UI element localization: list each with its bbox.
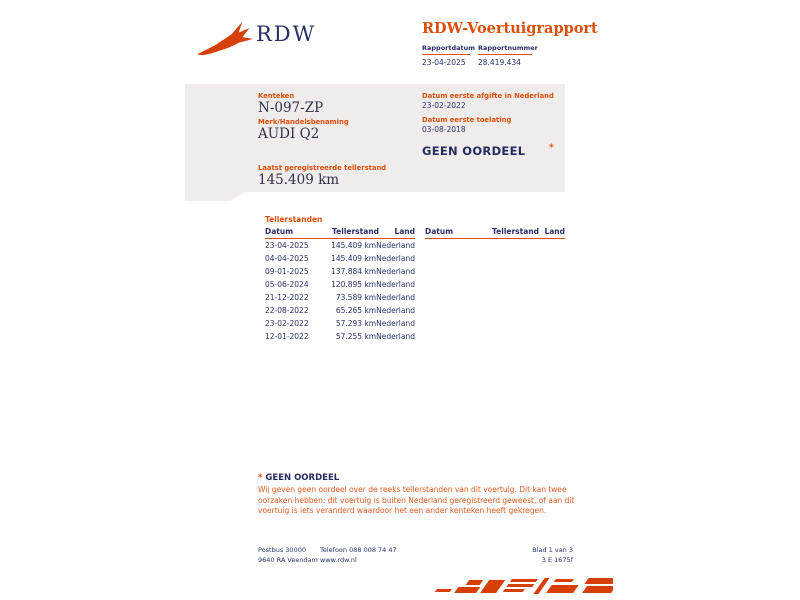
col-tellerstand: Tellerstand: [492, 227, 539, 236]
col-datum: Datum: [425, 227, 454, 236]
cell-datum: 23-02-2022: [265, 319, 309, 328]
tellerstanden-table-left: [265, 227, 415, 343]
toelating-value: 03-08-2018: [422, 125, 466, 134]
note-body: Wij geven geen oordeel over de reeks tellerstanden van dit voertuig. Dit kan twee oorzaken hebben: dit voertuig is buiten Nederland geregistreerd geweest, of aan dit voertuig is iets veranderd waardoor het een ander kenteken heeft gekregen.: [258, 485, 575, 515]
merk-label: Merk/Handelsbenaming: [258, 118, 349, 126]
cell-land: Nederland: [376, 280, 415, 289]
vehicle-summary-panel: [185, 84, 565, 201]
table-row: [265, 291, 415, 304]
cell-land: Nederland: [376, 241, 415, 250]
table-row: [265, 304, 415, 317]
cell-tellerstand: 73.589 km: [335, 293, 377, 302]
cell-land: Nederland: [376, 306, 415, 315]
footer-address: [258, 545, 318, 565]
tellerstanden-title: Tellerstanden: [265, 215, 323, 224]
cell-datum: 05-06-2024: [265, 280, 309, 289]
cell-datum: 21-12-2022: [265, 293, 309, 302]
rdw-wordmark: RDW: [256, 22, 317, 46]
kenteken-value: N-097-ZP: [258, 100, 324, 116]
verdict-asterisk: *: [549, 143, 554, 153]
report-number-field: [478, 44, 538, 67]
kenteken-label: Kenteken: [258, 92, 295, 100]
document-title: RDW-Voertuigrapport: [422, 20, 598, 37]
table-row: [265, 265, 415, 278]
report-number-value: 28.419.434: [478, 58, 521, 67]
cell-land: Nederland: [376, 332, 415, 341]
cell-land: Nederland: [376, 319, 415, 328]
col-datum: Datum: [265, 227, 294, 236]
toelating-label: Datum eerste toelating: [422, 116, 512, 124]
footer-page-info: [495, 545, 573, 565]
note-heading: [258, 473, 339, 483]
report-date-value: 23-04-2025: [422, 58, 466, 67]
cell-tellerstand: 145.409 km: [331, 241, 377, 250]
cell-datum: 04-04-2025: [265, 254, 309, 263]
verdict-text: GEEN OORDEEL: [422, 144, 526, 158]
cell-tellerstand: 57.293 km: [335, 319, 377, 328]
footer-page-number: Blad 1 van 3: [532, 546, 573, 554]
cell-land: Nederland: [376, 267, 415, 276]
table-header-row: [425, 227, 565, 239]
cell-tellerstand: 57.255 km: [335, 332, 377, 341]
cell-datum: 12-01-2022: [265, 332, 309, 341]
table-row: [265, 278, 415, 291]
cell-tellerstand: 137.884 km: [331, 267, 377, 276]
table-row: [265, 239, 415, 252]
cell-land: Nederland: [376, 254, 415, 263]
table-row: [265, 330, 415, 343]
table-header-row: [265, 227, 415, 239]
tellerstanden-table-right: [425, 227, 565, 239]
tellerstand-label: Laatst geregistreerde tellerstand: [258, 164, 387, 172]
tellerstand-value: 145.409 km: [258, 172, 340, 188]
merk-value: AUDI Q2: [258, 126, 320, 142]
cell-tellerstand: 120.895 km: [331, 280, 377, 289]
cell-datum: 22-08-2022: [265, 306, 309, 315]
afgifte-value: 23-02-2022: [422, 101, 466, 110]
cell-datum: 23-04-2025: [265, 241, 309, 250]
col-tellerstand: Tellerstand: [332, 227, 379, 236]
note-asterisk: *: [258, 473, 263, 483]
footer-form-code: 3 E 1675f: [541, 556, 573, 564]
cell-tellerstand: 145.409 km: [331, 254, 377, 263]
footer-website: www.rdw.nl: [320, 556, 357, 564]
col-land: Land: [394, 227, 415, 236]
footer-phone: Telefoon 088 008 74 47: [320, 546, 397, 554]
note-title: GEEN OORDEEL: [265, 473, 340, 483]
afgifte-label: Datum eerste afgifte in Nederland: [422, 92, 554, 100]
footer-address-line1: Postbus 30000: [258, 546, 306, 554]
table-row: [265, 317, 415, 330]
report-date-label: Rapportdatum: [422, 44, 470, 55]
footer-contact: [320, 545, 397, 565]
cell-land: Nederland: [376, 293, 415, 302]
footer-address-line2: 9640 RA Veendam: [258, 556, 318, 564]
report-date-field: [422, 44, 476, 67]
cell-datum: 09-01-2025: [265, 267, 309, 276]
col-land: Land: [544, 227, 565, 236]
report-number-label: Rapportnummer: [478, 44, 532, 55]
cell-tellerstand: 65.265 km: [335, 306, 377, 315]
rdw-logo-icon: [197, 19, 255, 57]
table-row: [265, 252, 415, 265]
rdw-stripe-graphic-icon: [428, 576, 613, 599]
